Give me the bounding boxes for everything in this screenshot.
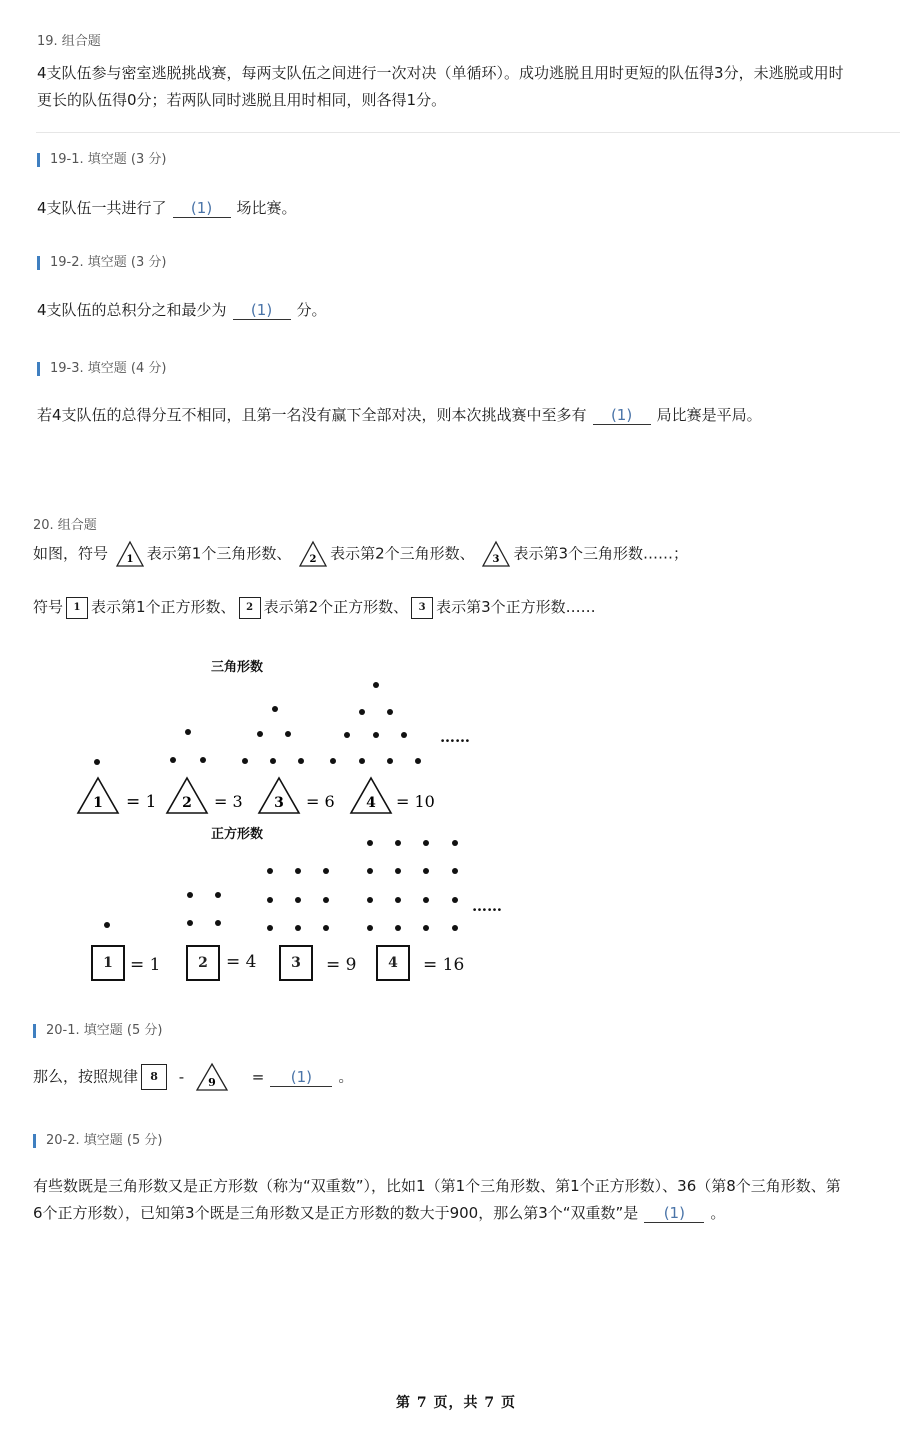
q20-1-text-after: 。 bbox=[338, 1067, 354, 1086]
q20-1-text-before: 那么，按照规律 bbox=[33, 1067, 139, 1086]
q20-2-text-before: 6个正方形数），已知第3个既是三角形数又是正方形数的数大于900，那么第3个“双重数”是 bbox=[33, 1204, 639, 1222]
triangle-label-equals: = 1 bbox=[126, 792, 157, 812]
square-label-equals: = 1 bbox=[130, 955, 161, 975]
square-label-box: 2 bbox=[186, 945, 220, 981]
q19-2-header: 19-2. 填空题 (3 分) bbox=[37, 256, 166, 270]
square-label-box: 4 bbox=[376, 945, 410, 981]
triangle-ellipsis: …… bbox=[440, 728, 470, 746]
square-label-equals: = 4 bbox=[226, 952, 257, 972]
triangle-dots-4 bbox=[330, 682, 421, 764]
triangle-numbers-title: 三角形数 bbox=[211, 660, 264, 675]
q20-header: 20. 组合题 bbox=[33, 518, 97, 533]
square-dots-3 bbox=[267, 868, 329, 931]
divider bbox=[36, 132, 900, 133]
answer-blank[interactable]: (1) bbox=[644, 1204, 704, 1223]
q19-3-question bbox=[37, 402, 762, 429]
q20-sq-1-desc: 表示第1个正方形数、 bbox=[91, 598, 236, 616]
triangle-symbol-icon bbox=[481, 540, 511, 568]
square-ellipsis: …… bbox=[472, 897, 502, 915]
square-numbers-figure bbox=[80, 835, 550, 935]
triangle-numbers-figure bbox=[60, 670, 540, 820]
answer-blank[interactable]: (1) bbox=[593, 406, 651, 425]
triangle-symbol-number: 2 bbox=[309, 554, 317, 565]
q20-2-question bbox=[33, 1173, 893, 1227]
triangle-symbol-icon bbox=[195, 1062, 229, 1092]
q19-stem-line1: 4支队伍参与密室逃脱挑战赛，每两支队伍之间进行一次对决（单循环）。成功逃脱且用时更短的队伍得3分，未逃脱或用时 bbox=[37, 64, 844, 82]
square-symbol-icon: 3 bbox=[411, 597, 433, 619]
triangle-dots-1 bbox=[94, 759, 100, 765]
q20-square-line bbox=[33, 594, 596, 621]
square-label-equals: = 9 bbox=[326, 955, 357, 975]
triangle-symbol-number: 1 bbox=[126, 554, 134, 565]
q20-2-line2 bbox=[33, 1200, 893, 1227]
q19-2-text-before: 4支队伍的总积分之和最少为 bbox=[37, 301, 227, 319]
q20-tri-1-desc: 表示第1个三角形数、 bbox=[146, 544, 292, 563]
q19-3-text-before: 若4支队伍的总得分互不相同，且第一名没有赢下全部对决，则本次挑战赛中至多有 bbox=[37, 406, 587, 424]
q20-tri-2-desc: 表示第2个三角形数、 bbox=[330, 544, 475, 563]
q20-2-header: 20-2. 填空题 (5 分) bbox=[33, 1134, 162, 1148]
q20-sq-start: 符号 bbox=[33, 598, 64, 616]
q19-2-question bbox=[37, 297, 327, 324]
square-symbol-icon: 8 bbox=[141, 1064, 167, 1090]
q20-2-text-after: 。 bbox=[710, 1204, 726, 1222]
triangle-label-equals: = 6 bbox=[306, 792, 335, 811]
q20-1-question bbox=[33, 1062, 353, 1092]
triangle-symbol-icon bbox=[298, 540, 328, 568]
square-label-equals: = 16 bbox=[423, 955, 465, 975]
triangle-label-number: 2 bbox=[182, 795, 192, 811]
triangle-label-equals: = 3 bbox=[214, 792, 243, 811]
square-dots-2 bbox=[187, 892, 221, 926]
triangle-dots-2 bbox=[170, 729, 206, 763]
q19-3-header: 19-3. 填空题 (4 分) bbox=[37, 362, 166, 376]
triangle-symbol-number: 9 bbox=[208, 1076, 216, 1089]
triangle-label-number: 4 bbox=[366, 795, 376, 811]
triangle-label-2 bbox=[167, 778, 243, 813]
triangle-label-equals: = 10 bbox=[396, 792, 435, 811]
square-symbol-icon: 1 bbox=[66, 597, 88, 619]
square-dots-4 bbox=[367, 840, 458, 931]
page-number-footer: 第 7 页，共 7 页 bbox=[396, 1395, 516, 1411]
q20-sq-2-desc: 表示第2个正方形数、 bbox=[263, 598, 409, 616]
q19-1-text-after: 场比赛。 bbox=[236, 199, 297, 217]
triangle-label-number: 1 bbox=[93, 795, 103, 811]
triangle-label-4 bbox=[351, 778, 435, 813]
q19-1-header: 19-1. 填空题 (3 分) bbox=[37, 153, 166, 167]
q20-tri-3-desc: 表示第3个三角形数……； bbox=[513, 544, 688, 563]
q20-tri-start: 如图，符号 bbox=[33, 544, 109, 563]
square-label-box: 3 bbox=[279, 945, 313, 981]
triangle-label-3 bbox=[259, 778, 335, 813]
q19-stem-line2: 更长的队伍得0分；若两队同时逃脱且用时相同，则各得1分。 bbox=[37, 91, 447, 109]
square-numbers-title: 正方形数 bbox=[211, 827, 264, 842]
q20-sq-3-desc: 表示第3个正方形数…… bbox=[436, 598, 596, 616]
q19-stem bbox=[37, 60, 897, 114]
triangle-label-number: 3 bbox=[274, 795, 284, 811]
q20-1-header: 20-1. 填空题 (5 分) bbox=[33, 1024, 162, 1038]
square-dots-1 bbox=[104, 922, 110, 928]
triangle-dots-3 bbox=[242, 706, 304, 764]
equals-sign: = bbox=[251, 1067, 265, 1086]
q20-triangle-line bbox=[33, 540, 688, 568]
square-label-box: 1 bbox=[91, 945, 125, 981]
answer-blank[interactable]: (1) bbox=[270, 1068, 332, 1087]
q19-2-text-after: 分。 bbox=[296, 301, 327, 319]
q19-header: 19. 组合题 bbox=[37, 34, 101, 49]
triangle-symbol-icon bbox=[115, 540, 145, 568]
q19-1-text-before: 4支队伍一共进行了 bbox=[37, 199, 167, 217]
square-symbol-icon: 2 bbox=[239, 597, 261, 619]
answer-blank[interactable]: (1) bbox=[233, 301, 291, 320]
q19-3-text-after: 局比赛是平局。 bbox=[656, 406, 762, 424]
triangle-symbol-number: 3 bbox=[492, 554, 500, 565]
q20-2-line1: 有些数既是三角形数又是正方形数（称为“双重数”），比如1（第1个三角形数、第1个正方形数）、36（第8个三角形数、第 bbox=[33, 1177, 841, 1195]
minus-sign: - bbox=[178, 1067, 185, 1086]
triangle-label-1 bbox=[78, 778, 156, 813]
answer-blank[interactable]: (1) bbox=[173, 199, 231, 218]
q19-1-question bbox=[37, 195, 297, 222]
